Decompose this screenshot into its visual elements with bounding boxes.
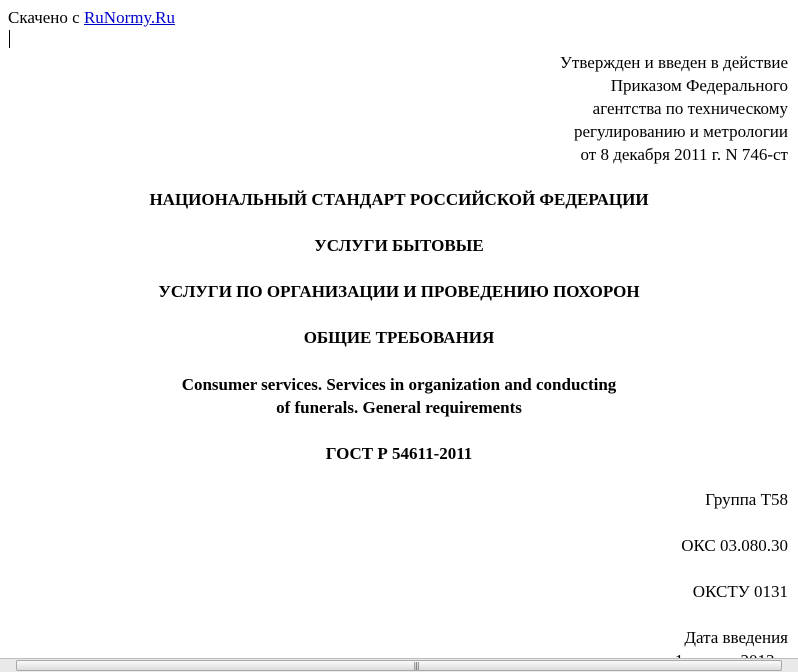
group-code: Группа Т58 xyxy=(705,490,788,509)
runormy-link[interactable]: RuNormy.Ru xyxy=(83,8,175,27)
grip-icon: ||| xyxy=(413,661,419,670)
horizontal-scrollbar[interactable] xyxy=(0,658,798,672)
text-cursor xyxy=(9,30,10,48)
approval-block xyxy=(560,51,788,166)
requirements-heading: ОБЩИЕ ТРЕБОВАНИЯ xyxy=(303,328,495,347)
intro-date-label: Дата введения xyxy=(684,628,788,647)
gost-number: ГОСТ Р 54611-2011 xyxy=(325,444,473,463)
subject-heading: УСЛУГИ ПО ОРГАНИЗАЦИИ И ПРОВЕДЕНИЮ ПОХОРОН xyxy=(158,282,640,301)
download-prefix: Скачено с xyxy=(8,8,80,27)
english-title-line-1: Consumer services. Services in organization and conducting xyxy=(181,375,617,394)
approval-line: агентства по техническому xyxy=(592,99,788,118)
okstu-code: ОКСТУ 0131 xyxy=(692,582,788,601)
download-source xyxy=(8,6,175,29)
approval-line: регулированию и метрологии xyxy=(573,122,788,141)
approval-line: Приказом Федерального xyxy=(610,76,788,95)
scrollbar-thumb[interactable] xyxy=(16,660,782,671)
english-title-line-2: of funerals. General requirements xyxy=(276,398,522,417)
approval-line: от 8 декабря 2011 г. N 746-ст xyxy=(580,145,788,164)
approval-line: Утвержден и введен в действие xyxy=(559,53,788,72)
standard-type-heading: НАЦИОНАЛЬНЫЙ СТАНДАРТ РОССИЙСКОЙ ФЕДЕРАЦИИ xyxy=(149,190,649,209)
services-heading: УСЛУГИ БЫТОВЫЕ xyxy=(314,236,484,255)
oks-code: ОКС 03.080.30 xyxy=(681,536,788,555)
